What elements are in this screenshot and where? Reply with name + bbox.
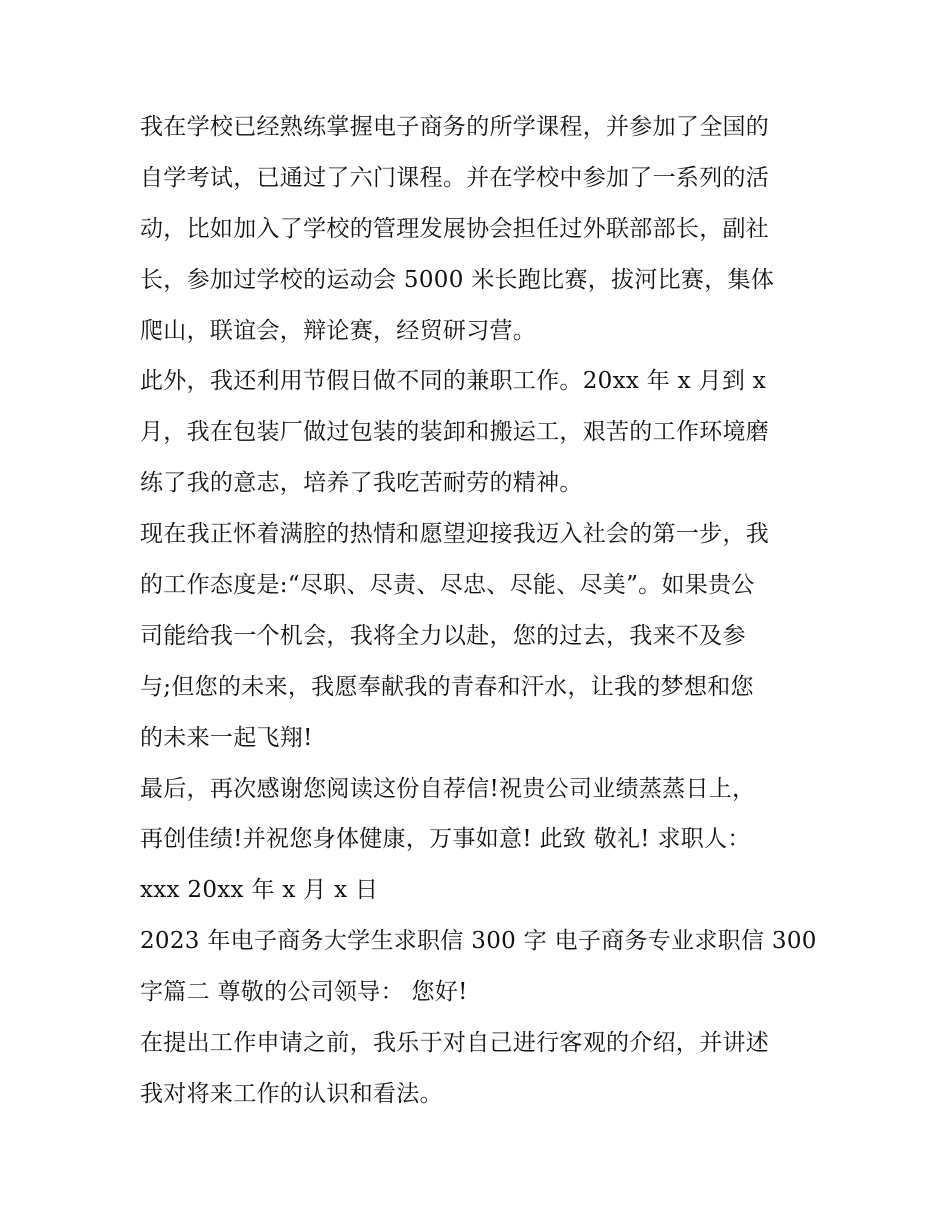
text-line: 月，我在包装厂做过包装的装卸和搬运工，艰苦的工作环境磨 bbox=[140, 419, 770, 446]
text-line: 的未来一起飞翔! bbox=[140, 724, 313, 751]
text-line: 我对将来工作的认识和看法。 bbox=[140, 1080, 443, 1107]
text-line: 最后，再次感谢您阅读这份自荐信!祝贵公司业绩蒸蒸日上， bbox=[140, 775, 756, 802]
text-line: 长，参加过学校的运动会 5000 米长跑比赛，拔河比赛，集体 bbox=[140, 266, 775, 293]
text-line: 此外，我还利用节假日做不同的兼职工作。20xx 年 x 月到 x bbox=[140, 368, 766, 395]
text-line: 动，比如加入了学校的管理发展协会担任过外联部部长，副社 bbox=[140, 215, 770, 242]
document-body bbox=[140, 102, 817, 1120]
text-line: 字篇二 尊敬的公司领导： 您好! bbox=[140, 979, 468, 1006]
text-line: 我在学校已经熟练掌握电子商务的所学课程，并参加了全国的 bbox=[140, 114, 770, 140]
text-line: 自学考试，已通过了六门课程。并在学校中参加了一系列的活 bbox=[140, 164, 770, 191]
text-line: 现在我正怀着满腔的热情和愿望迎接我迈入社会的第一步，我 bbox=[140, 521, 770, 548]
text-line: 司能给我一个机会，我将全力以赴，您的过去，我来不及参 bbox=[140, 622, 746, 649]
text-line: 练了我的意志，培养了我吃苦耐劳的精神。 bbox=[140, 470, 583, 497]
text-line: 与;但您的未来，我愿奉献我的青春和汗水，让我的梦想和您 bbox=[140, 673, 754, 700]
text-line: 爬山，联谊会，辩论赛，经贸研习营。 bbox=[140, 317, 537, 344]
text-line: 2023 年电子商务大学生求职信 300 字 电子商务专业求职信 300 bbox=[140, 928, 817, 955]
text-line: xxx 20xx 年 x 月 x 日 bbox=[140, 877, 379, 904]
text-line: 的工作态度是:“尽职、尽责、尽忠、尽能、尽美”。如果贵公 bbox=[140, 572, 755, 599]
text-line: 在提出工作申请之前，我乐于对自己进行客观的介绍，并讲述 bbox=[140, 1030, 770, 1057]
text-line: 再创佳绩!并祝您身体健康，万事如意! 此致 敬礼! 求职人： bbox=[140, 826, 751, 853]
